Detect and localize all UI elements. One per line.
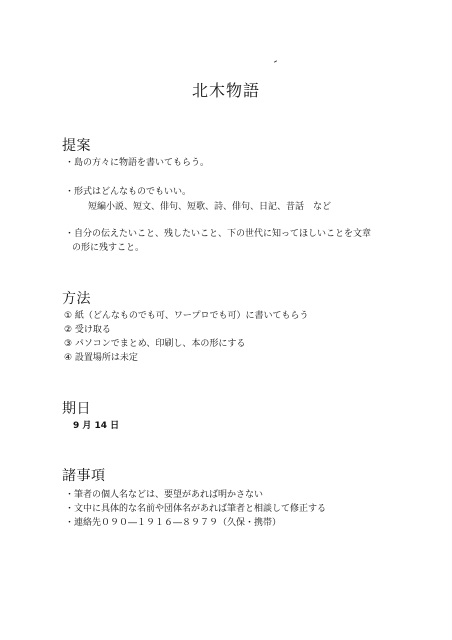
notes-item-3: ・連絡先０９０―１９１６―８９７９（久保・携帯） — [65, 518, 282, 528]
section-heading-notes: 諸事項 — [62, 468, 106, 484]
proposal-item-2-detail: 短編小説、短文、俳句、短歌、詩、俳句、日記、昔話 など — [88, 202, 332, 212]
method-step-3: ③ パソコンでまとめ、印刷し、本の形にする — [64, 339, 246, 349]
document-title: 北木物語 — [191, 81, 260, 100]
proposal-item-1: ・島の方々に物語を書いてもらう。 — [65, 158, 210, 168]
method-step-4: ④ 設置場所は未定 — [64, 353, 138, 363]
section-heading-date: 期日 — [62, 401, 91, 417]
method-step-2: ② 受け取る — [64, 325, 111, 335]
method-step-1: ① 紙（どんなものでも可、ワープロでも可）に書いてもらう — [64, 311, 309, 321]
notes-item-2: ・文中に具体的な名前や団体名があれば筆者と相談して修正する — [65, 504, 327, 514]
section-heading-method: 方法 — [62, 291, 91, 307]
scan-speck — [274, 60, 277, 62]
date-value: 9 月 14 日 — [73, 421, 120, 431]
section-heading-proposal: 提案 — [62, 138, 91, 154]
notes-item-1: ・筆者の個人名などは、要望があれば明かさない — [65, 490, 264, 500]
proposal-item-3-continued: の形に残すこと。 — [72, 243, 145, 253]
proposal-item-3: ・自分の伝えたいこと、残したいこと、下の世代に知ってほしいことを文章 — [65, 229, 372, 239]
proposal-item-2: ・形式はどんなものでもいい。 — [65, 187, 192, 197]
